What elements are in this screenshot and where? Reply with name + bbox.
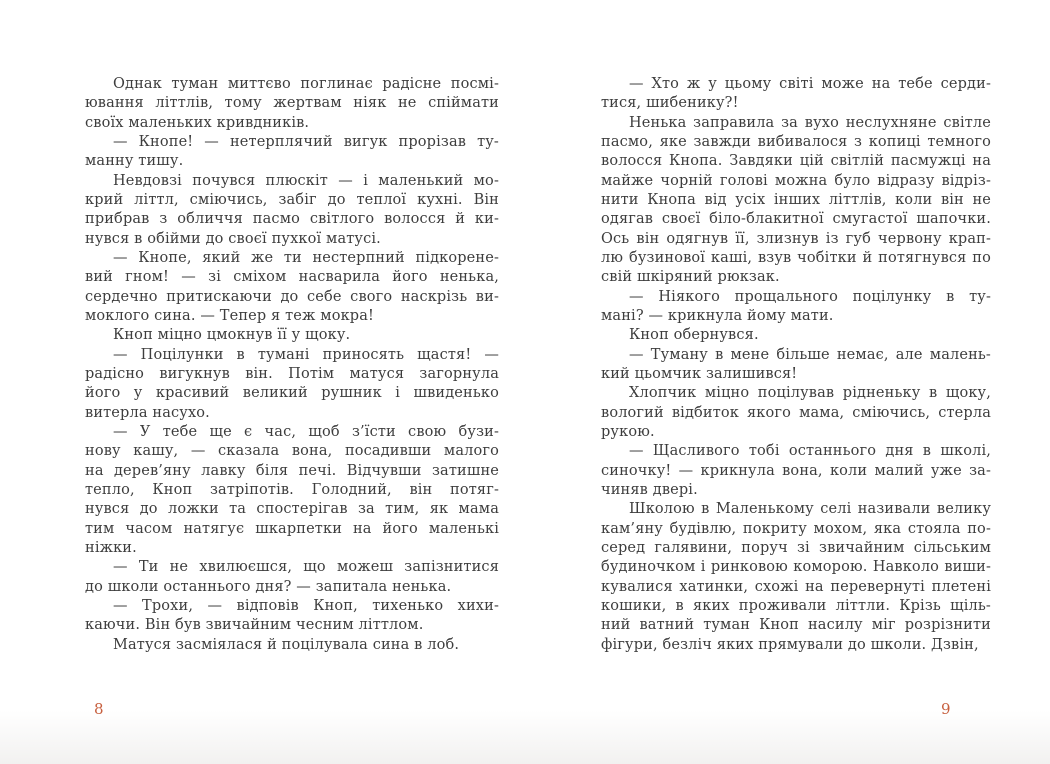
text-line: Школою в Маленькому селі називали велику	[629, 501, 991, 518]
text-line: пасмо, яке завжди вибивалося з копиці темного	[601, 133, 991, 150]
text-line: Кноп обернувся.	[629, 327, 759, 344]
paragraph	[85, 636, 499, 655]
text-line: нову кашу, — сказала вона, посадивши малого	[85, 443, 499, 460]
text-line: — Кнопе, який же ти нестерпний підкорене-	[113, 249, 499, 266]
page-left-text-column	[85, 75, 499, 655]
paragraph	[85, 346, 499, 423]
text-line: радісно вигукнув він. Потім матуся загорнула	[85, 365, 499, 382]
text-line: тися, шибенику?!	[601, 95, 739, 112]
text-line: ний ватний туман Кноп насилу міг розрізнити	[601, 617, 991, 634]
text-line: рукою.	[601, 423, 655, 440]
text-line: кувалися хатинки, схожі на перевернуті плетені	[601, 578, 991, 595]
paragraph	[85, 249, 499, 326]
text-line: — Поцілунки в тумані приносять щастя! —	[113, 346, 499, 363]
text-line: каючи. Він був звичайним чесним літтлом.	[85, 617, 424, 634]
text-line: ніжки.	[85, 539, 137, 556]
text-line: — Кнопе! — нетерплячий вигук прорізав ту-	[113, 133, 499, 150]
text-line: Ось він одягнув її, злизнув із губ червону крап-	[601, 230, 991, 247]
text-line: — Ніякого прощального поцілунку в ту-	[629, 288, 991, 305]
text-line: — Хто ж у цьому світі може на тебе серди-	[629, 76, 991, 92]
text-line: кий цьомчик залишився!	[601, 365, 798, 382]
text-line: тепло, Кноп затріпотів. Голодний, він потяг-	[85, 481, 499, 498]
text-line: нувся до ложки та спостерігав за тим, як мама	[85, 501, 499, 518]
text-line: фігури, безліч яких прямували до школи. Дзвін,	[601, 636, 979, 653]
paragraph	[601, 442, 991, 500]
text-line: Хлопчик міцно поцілував рідненьку в щоку,	[629, 385, 991, 402]
text-line: — Щасливого тобі останнього дня в школі,	[629, 443, 991, 460]
page-number-left: 8	[94, 700, 104, 718]
text-line: волосся Кнопа. Завдяки цій світлій пасмужці на	[601, 153, 991, 170]
paragraph	[601, 326, 991, 345]
text-line: Ненька заправила за вухо неслухняне світле	[629, 114, 991, 131]
text-line: сердечно притискаючи до себе свого наскрізь ви-	[85, 288, 499, 305]
text-line: кам’яну будівлю, покриту мохом, яка стояла по-	[601, 520, 991, 537]
text-line: Однак туман миттєво поглинає радісне посмі-	[113, 76, 499, 92]
text-line: свій шкіряний рюкзак.	[601, 269, 780, 286]
text-line: витерла насухо.	[85, 404, 210, 421]
text-line: моклого сина. — Тепер я теж мокра!	[85, 307, 374, 324]
paragraph	[85, 423, 499, 558]
paragraph	[601, 500, 991, 655]
text-line: — Трохи, — відповів Кноп, тихенько хихи-	[113, 597, 499, 614]
page-number-right: 9	[941, 700, 951, 718]
text-line: вий гном! — зі сміхом насварила його ненька,	[85, 269, 499, 286]
paragraph	[85, 133, 499, 172]
text-line: кошики, в яких проживали літтли. Крізь щіль-	[601, 597, 991, 614]
text-line: манну тишу.	[85, 153, 184, 170]
paragraph	[85, 558, 499, 597]
paragraph	[601, 288, 991, 327]
paragraph	[85, 597, 499, 636]
text-line: вологий відбиток якого мама, сміючись, стерла	[601, 404, 991, 421]
text-line: — Ти не хвилюєшся, що можеш запізнитися	[113, 559, 499, 576]
text-line: одягав своєї біло-блакитної смугастої шапочки.	[601, 211, 991, 228]
text-line: нити Кнопа від усіх інших літтлів, коли він не	[601, 191, 991, 208]
text-line: будиночком і ринковою коморою. Навколо виши-	[601, 559, 991, 576]
text-line: його у красивий великий рушник і швиденько	[85, 385, 499, 402]
paragraph	[601, 114, 991, 288]
text-line: тим часом натягує шкарпетки на його маленькі	[85, 520, 499, 537]
text-line: Невдовзі почувся плюскіт — і маленький мо-	[113, 172, 499, 189]
text-line: Кноп міцно цмокнув її у щоку.	[113, 327, 351, 344]
text-line: мані? — крикнула йому мати.	[601, 307, 834, 324]
text-line: — У тебе ще є час, щоб з’їсти свою бузи-	[113, 423, 499, 440]
text-line: Матуся засміялася й поцілувала сина в лоб.	[113, 636, 460, 653]
text-line: майже чорній голові можна було відразу відріз-	[601, 172, 991, 189]
page-right-text-column	[601, 75, 991, 655]
text-line: синочку! — крикнула вона, коли малий уже за-	[601, 462, 991, 479]
text-line: серед галявини, поруч зі звичайним сільським	[601, 539, 991, 556]
paragraph	[85, 172, 499, 249]
text-line: крий літтл, сміючись, забіг до теплої кухні. Він	[85, 191, 499, 208]
text-line: прибрав з обличчя пасмо світлого волосся й ки-	[85, 211, 499, 228]
text-line: — Туману в мене більше немає, але малень-	[629, 346, 991, 363]
text-line: нувся в обійми до своєї пухкої матусі.	[85, 230, 381, 247]
text-line: лю бузинової каші, взув чобітки й потягнувся по	[601, 249, 991, 266]
paragraph	[601, 384, 991, 442]
text-line: чиняв двері.	[601, 481, 698, 498]
paragraph	[85, 75, 499, 133]
paragraph	[85, 326, 499, 345]
text-line: до школи останнього дня? — запитала ненька.	[85, 578, 452, 595]
paragraph	[601, 346, 991, 385]
text-line: на дерев’яну лавку біля печі. Відчувши затишне	[85, 462, 499, 479]
text-line: своїх маленьких кривдників.	[85, 114, 310, 131]
text-line: ювання літтлів, тому жертвам ніяк не спіймати	[85, 95, 499, 112]
paragraph	[601, 75, 991, 114]
